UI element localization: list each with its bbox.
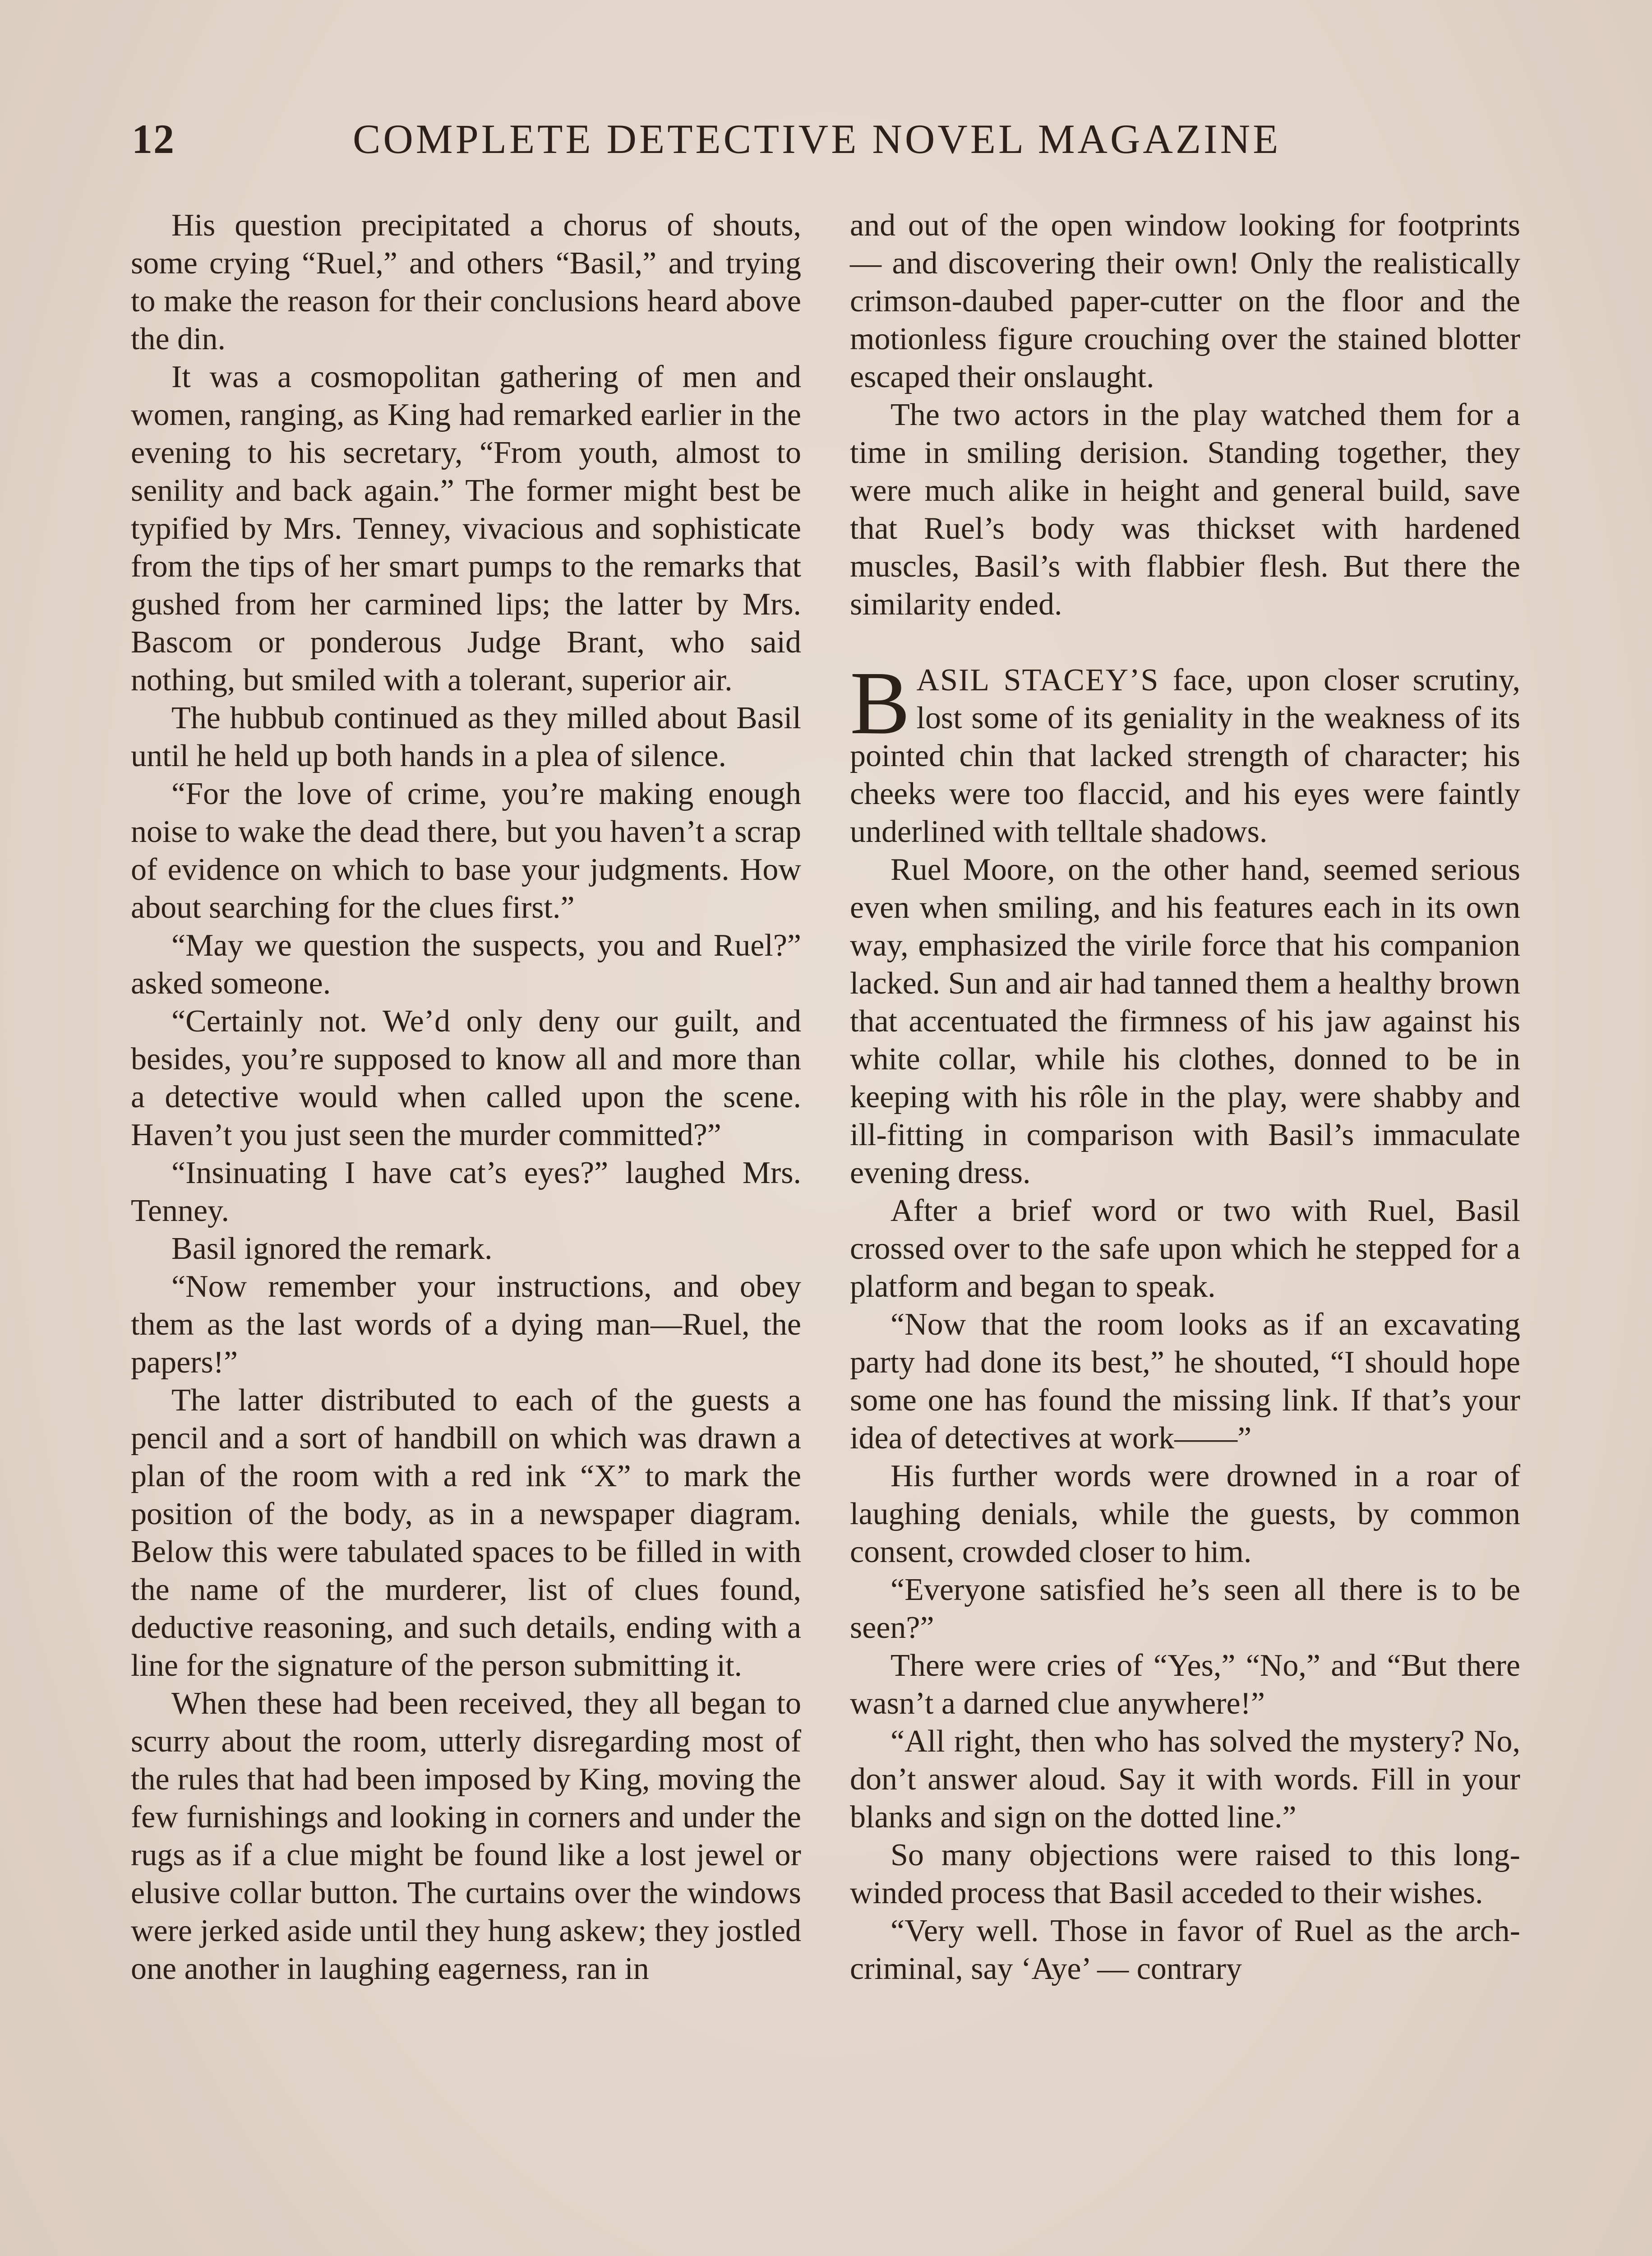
paragraph: The latter distributed to each of the guests a pencil and a sort of handbill on which was drawn a plan of the room with a red ink “X” to mark the position of the body, as in a newspaper diagram. Below this were tabulated spaces to be filled in with the name of the murderer, list of clues found, deductive reasoning, and such details, ending with a line for the signature of the person submitting it.: [131, 1383, 801, 1683]
paragraph: “Everyone satisfied he’s seen all there is to be seen?”: [850, 1572, 1520, 1645]
paragraph: and out of the open window looking for footprints — and discovering their own! Only the realistically crimson-daubed paper-cutter on the floor and the motionless figure crouching over the stained blotter escaped their onslaught.: [850, 208, 1520, 394]
paragraph: “May we question the suspects, you and Ruel?” asked someone.: [131, 928, 801, 1001]
paragraph: There were cries of “Yes,” “No,” and “But there wasn’t a darned clue anywhere!”: [850, 1648, 1520, 1721]
paragraph: So many objections were raised to this long-winded process that Basil acceded to their wishes.: [850, 1838, 1520, 1910]
paragraph: The two actors in the play watched them for a time in smiling derision. Standing together, they were much alike in height and general build, save that Ruel’s body was thickset with hardened muscles, Basil’s with flabbier flesh. But there the similarity ended.: [850, 398, 1520, 622]
paragraph: “Now remember your instructions, and obey them as the last words of a dying man—Ruel, the papers!”: [131, 1269, 801, 1380]
paragraph: “Very well. Those in favor of Ruel as the arch-criminal, say ‘Aye’ — contrary: [850, 1914, 1520, 1986]
paragraph: “For the love of crime, you’re making enough noise to wake the dead there, but you haven’t a scrap of evidence on which to base your judgments. How about searching for the clues first.”: [131, 777, 801, 925]
right-column: [850, 207, 1520, 1988]
left-column: [131, 207, 801, 1988]
paragraph: “Certainly not. We’d only deny our guilt, and besides, you’re supposed to know all and more than a detective would when called upon the scene. Haven’t you just seen the murder committed?”: [131, 1004, 801, 1152]
section-break: [850, 624, 1520, 661]
paragraph: The hubbub continued as they milled about Basil until he held up both hands in a plea of silence.: [131, 701, 801, 773]
paragraph: When these had been received, they all began to scurry about the room, utterly disregarding most of the rules that had been imposed by King, moving the few furnishings and looking in corners and under the rugs as if a clue might be found like a lost jewel or elusive collar button. The curtains over the windows were jerked aside until they hung askew; they jostled one another in laughing eagerness, ran in: [131, 1686, 801, 1986]
paragraph: “All right, then who has solved the mystery? No, don’t answer aloud. Say it with words. Fill in your blanks and sign on the dotted line.”: [850, 1724, 1520, 1835]
paragraph: “Now that the room looks as if an excavating party had done its best,” he shouted, “I should hope some one has found the missing link. If that’s your idea of detectives at work——”: [850, 1307, 1520, 1456]
page-header: [132, 115, 1521, 174]
paragraph: Basil ignored the remark.: [171, 1231, 493, 1266]
paragraph: It was a cosmopolitan gathering of men and women, ranging, as King had remarked earlier in the evening to his secretary, “From youth, almost to senility and back again.” The former might best be typified by Mrs. Tenney, vivacious and sophisticate from the tips of her smart pumps to the remarks that gushed from her carmined lips; the latter by Mrs. Bascom or ponderous Judge Brant, who said nothing, but smiled with a tolerant, superior air.: [131, 360, 801, 698]
page-number: 12: [132, 116, 175, 162]
paragraph: Ruel Moore, on the other hand, seemed serious even when smiling, and his features each in its own way, emphasized the virile force that his companion lacked. Sun and air had tanned them a healthy brown that accentuated the firmness of his jaw against his white collar, while his clothes, donned to be in keeping with his rôle in the play, were shabby and ill-fitting in comparison with Basil’s immaculate evening dress.: [850, 852, 1520, 1190]
drop-cap-letter: B: [850, 653, 910, 753]
drop-cap-rest: face, upon closer scrutiny, lost some of its geniality in the weakness of its pointed chin that lacked strength of character; his cheeks were too flaccid, and his eyes were faintly underlined with telltale shadows.: [850, 663, 1520, 849]
paragraph: After a brief word or two with Ruel, Basil crossed over to the safe upon which he stepped for a platform and began to speak.: [850, 1193, 1520, 1304]
paragraph: His further words were drowned in a roar of laughing denials, while the guests, by common consent, crowded closer to him.: [850, 1459, 1520, 1569]
paragraph: “Insinuating I have cat’s eyes?” laughed Mrs. Tenney.: [131, 1156, 801, 1228]
running-title: COMPLETE DETECTIVE NOVEL MAGAZINE: [353, 116, 1281, 162]
drop-cap-lead: ASIL STACEY’S: [916, 663, 1159, 698]
drop-cap-paragraph: [850, 653, 1520, 851]
paragraph: His question precipitated a chorus of shouts, some crying “Ruel,” and others “Basil,” and trying to make the reason for their conclusions heard above the din.: [131, 208, 801, 356]
